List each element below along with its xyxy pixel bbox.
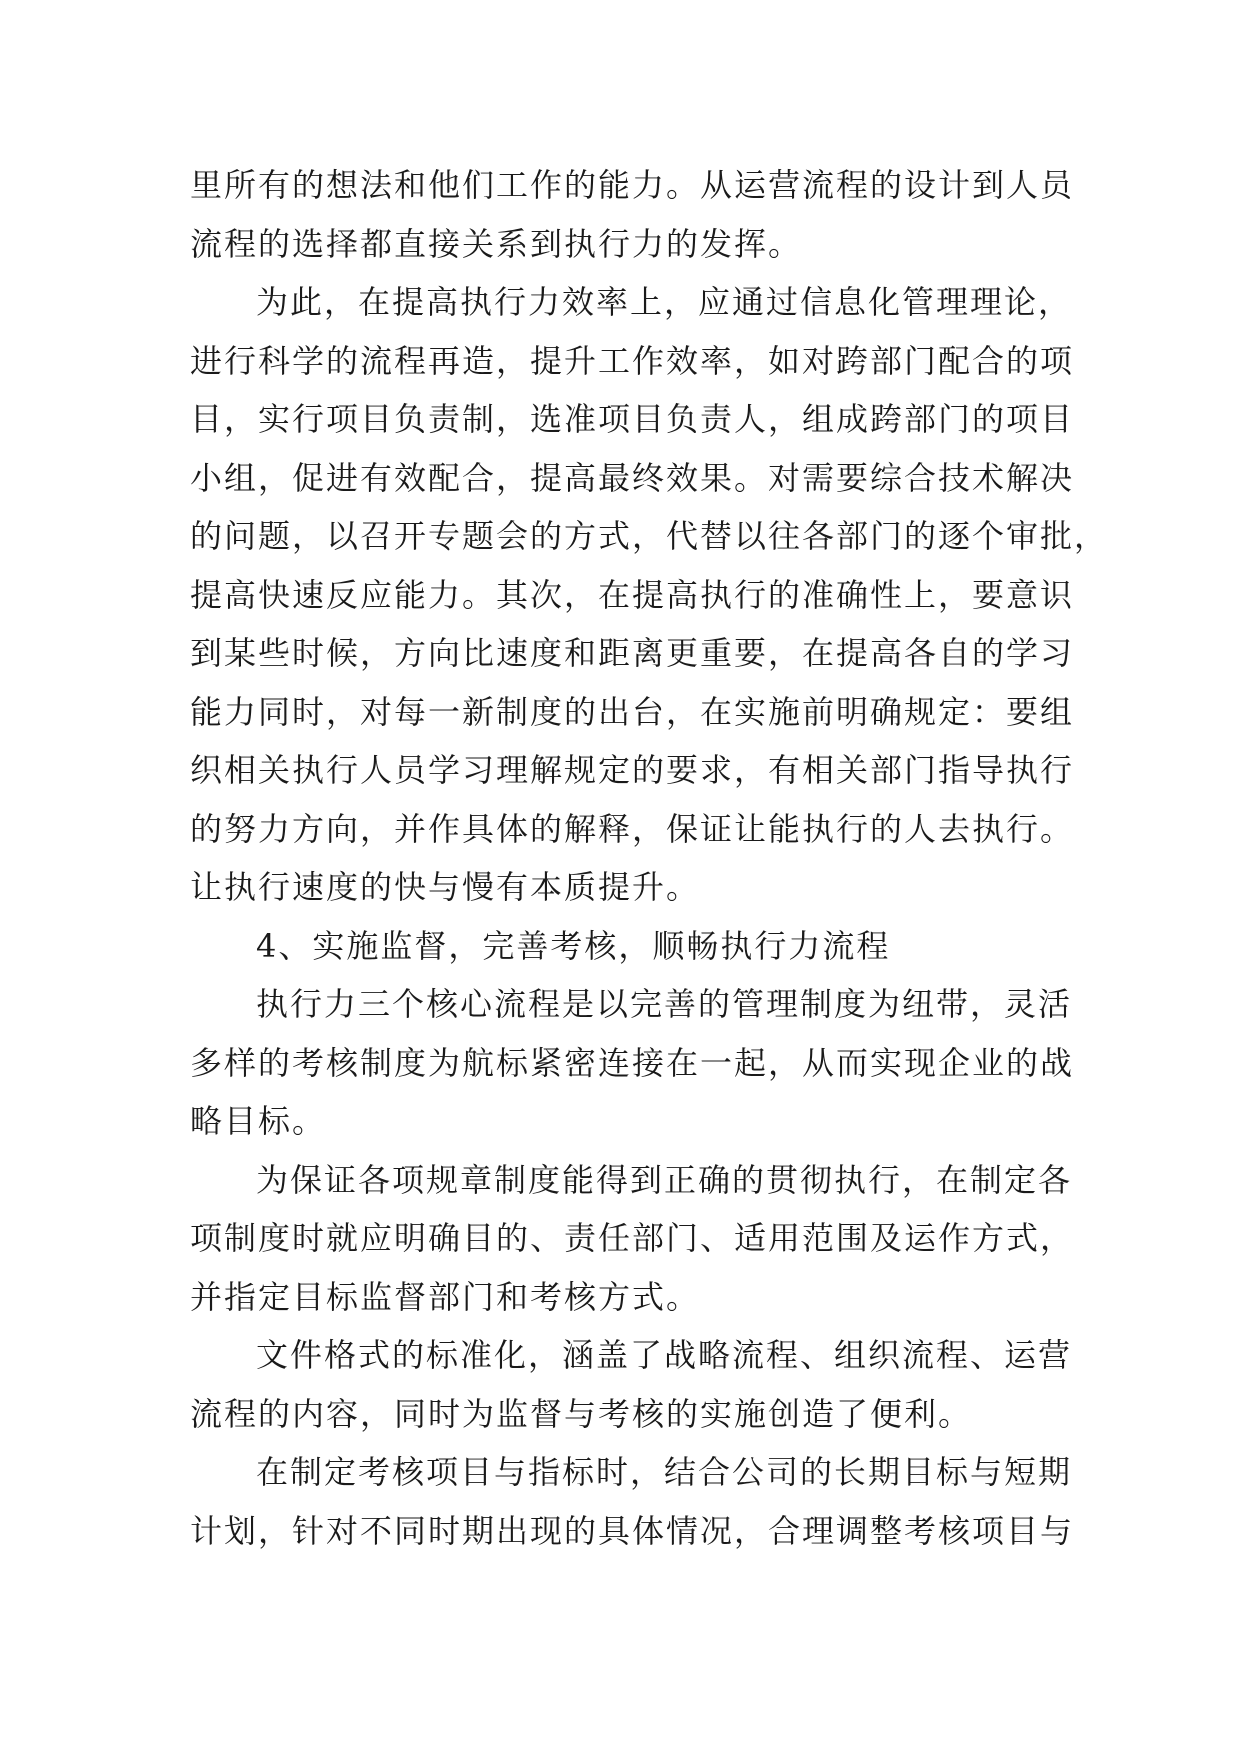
text-line: 流程的内容，同时为监督与考核的实施创造了便利。	[190, 1394, 973, 1433]
text-line: 织相关执行人员学习理解规定的要求，有相关部门指导执行	[190, 751, 1075, 789]
text-line: 提高快速反应能力。其次，在提高执行的准确性上，要意识	[190, 575, 1075, 614]
text-line: 目，实行项目负责制，选准项目负责人，组成跨部门的项目	[190, 400, 1075, 438]
text-line: 略目标。	[190, 1102, 327, 1140]
text-line: 项制度时就应明确目的、责任部门、适用范围及运作方式，	[190, 1219, 1075, 1257]
text-line: 为此，在提高执行力效率上，应通过信息化管理理论，	[256, 283, 1073, 321]
text-line: 在制定考核项目与指标时，结合公司的长期目标与短期	[256, 1453, 1073, 1491]
text-line: 让执行速度的快与慢有本质提升。	[190, 868, 701, 906]
text-line: 计划，针对不同时期出现的具体情况，合理调整考核项目与	[190, 1511, 1075, 1550]
document-body	[190, 156, 1109, 1560]
text-line: 流程的选择都直接关系到执行力的发挥。	[190, 224, 803, 263]
text-line: 到某些时候，方向比速度和距离更重要，在提高各自的学习	[190, 634, 1075, 672]
text-line: 的问题，以召开专题会的方式，代替以往各部门的逐个审批，	[190, 517, 1109, 555]
text-line: 里所有的想法和他们工作的能力。从运营流程的设计到人员	[190, 166, 1075, 204]
text-line: 多样的考核制度为航标紧密连接在一起，从而实现企业的战	[190, 1043, 1075, 1082]
text-line: 能力同时，对每一新制度的出台，在实施前明确规定：要组	[190, 692, 1075, 731]
text-line: 并指定目标监督部门和考核方式。	[190, 1277, 701, 1316]
text-line: 小组，促进有效配合，提高最终效果。对需要综合技术解决	[190, 458, 1075, 497]
text-line: 为保证各项规章制度能得到正确的贯彻执行，在制定各	[256, 1160, 1073, 1199]
section-heading: 4、实施监督，完善考核，顺畅执行力流程	[256, 926, 891, 965]
text-line: 执行力三个核心流程是以完善的管理制度为纽带，灵活	[256, 985, 1073, 1023]
text-line: 进行科学的流程再造，提升工作效率，如对跨部门配合的项	[190, 341, 1075, 380]
text-line: 的努力方向，并作具体的解释，保证让能执行的人去执行。	[190, 809, 1075, 848]
text-line: 文件格式的标准化，涵盖了战略流程、组织流程、运营	[256, 1336, 1073, 1374]
